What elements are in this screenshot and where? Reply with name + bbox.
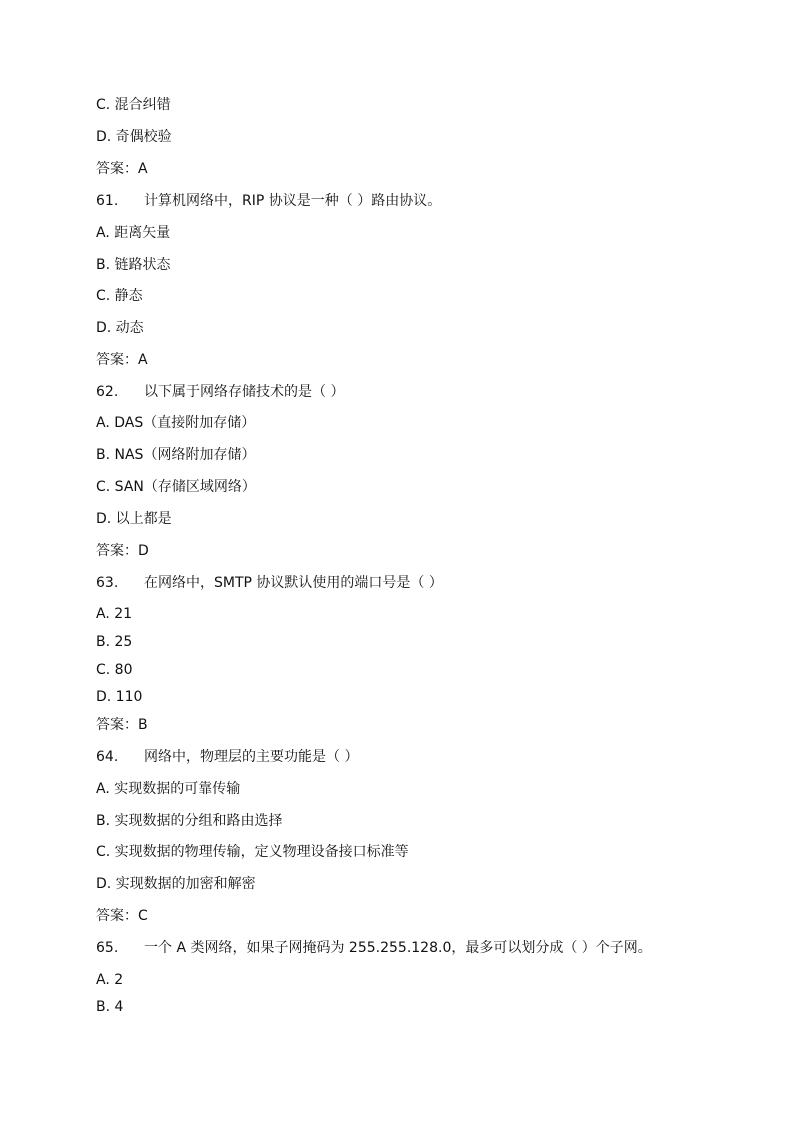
question-62 — [96, 383, 344, 401]
question-63 — [96, 574, 443, 592]
option-c: C. 实现数据的物理传输，定义物理设备接口标准等 — [96, 844, 409, 860]
option-d: D. 动态 — [96, 320, 144, 336]
option-b: B. 25 — [96, 634, 133, 650]
question-number: 64. — [96, 749, 119, 765]
question-text: 一个 A 类网络，如果子网掩码为 255.255.128.0，最多可以划分成（ ）个子网。 — [144, 940, 652, 956]
question-text: 以下属于网络存储技术的是（ ） — [144, 384, 345, 400]
option-b: B. 4 — [96, 999, 124, 1015]
option-c: C. 静态 — [96, 288, 143, 304]
question-61 — [96, 192, 441, 210]
answer: 答案：C — [96, 908, 148, 924]
option-a: A. 距离矢量 — [96, 225, 171, 241]
answer: 答案：A — [96, 161, 148, 177]
question-number: 63. — [96, 575, 119, 591]
option-d: D. 以上都是 — [96, 511, 172, 527]
question-number: 62. — [96, 384, 119, 400]
option-c: C. 混合纠错 — [96, 97, 171, 113]
question-65 — [96, 939, 652, 957]
question-number: 65. — [96, 940, 119, 956]
answer: 答案：D — [96, 543, 149, 559]
option-b: B. 链路状态 — [96, 257, 171, 273]
option-c: C. 80 — [96, 662, 133, 678]
option-a: A. 实现数据的可靠传输 — [96, 781, 241, 797]
option-a: A. 21 — [96, 606, 133, 622]
question-text: 网络中，物理层的主要功能是（ ） — [144, 749, 359, 765]
option-d: D. 奇偶校验 — [96, 129, 172, 145]
option-a: A. 2 — [96, 972, 124, 988]
question-text: 计算机网络中，RIP 协议是一种（ ）路由协议。 — [144, 193, 442, 209]
option-b: B. NAS（网络附加存储） — [96, 447, 256, 463]
option-c: C. SAN（存储区域网络） — [96, 479, 256, 495]
option-d: D. 110 — [96, 689, 143, 705]
question-number: 61. — [96, 193, 119, 209]
option-b: B. 实现数据的分组和路由选择 — [96, 813, 283, 829]
question-text: 在网络中，SMTP 协议默认使用的端口号是（ ） — [144, 575, 443, 591]
option-a: A. DAS（直接附加存储） — [96, 415, 256, 431]
answer: 答案：B — [96, 717, 148, 733]
answer: 答案：A — [96, 352, 148, 368]
option-d: D. 实现数据的加密和解密 — [96, 876, 256, 892]
question-64 — [96, 748, 358, 766]
